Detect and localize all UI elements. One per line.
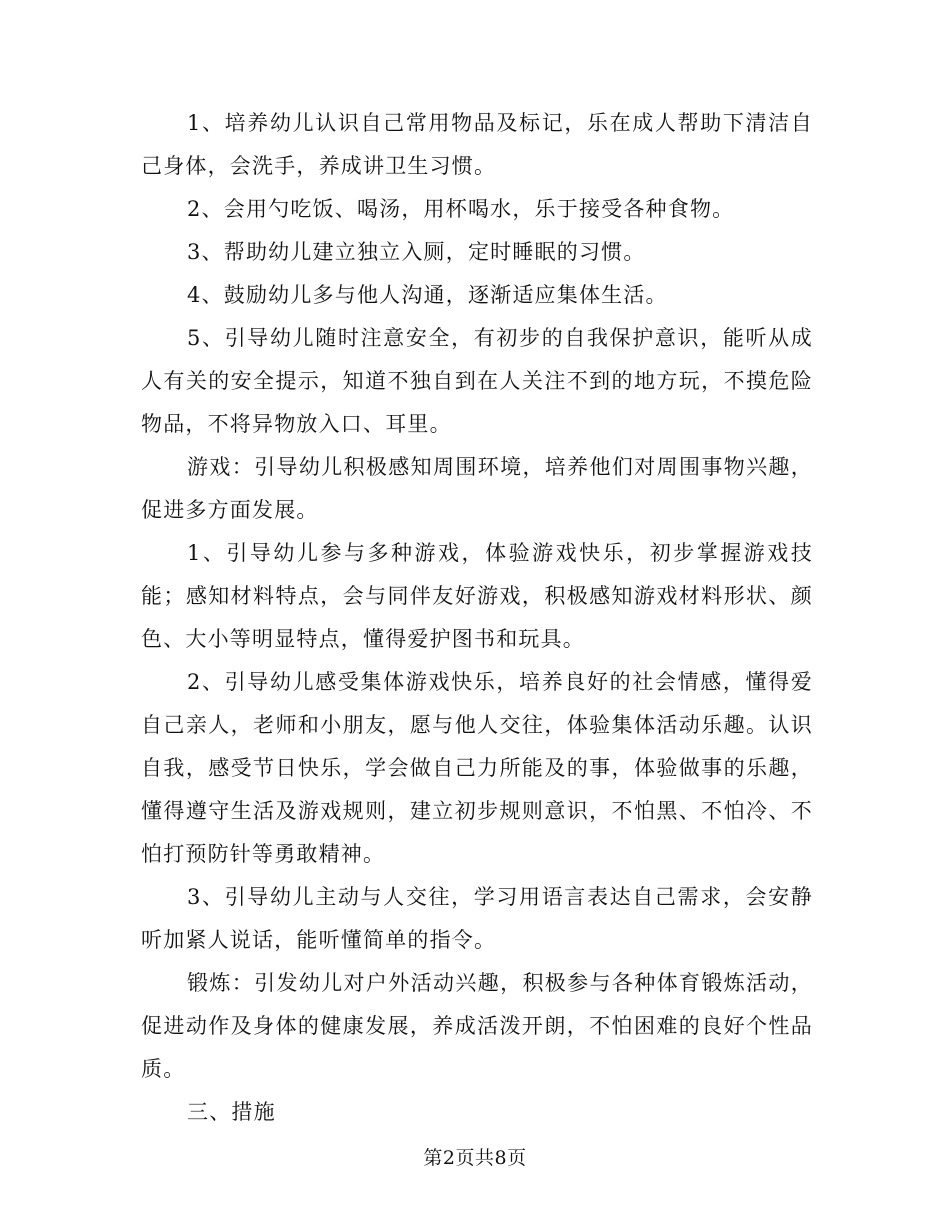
paragraph-games-item-1: 1、引导幼儿参与多种游戏，体验游戏快乐，初步掌握游戏技能；感知材料特点，会与同伴友好游戏，积极感知游戏材料形状、颜色、大小等明显特点，懂得爱护图书和玩具。 [141,541,813,651]
paragraph-games-item-3: 3、引导幼儿主动与人交往，学习用语言表达自己需求，会安静听加紧人说话，能听懂简单的指令。 [141,885,813,952]
document-body [141,102,813,1134]
paragraph-toilet-item-3: 3、帮助幼儿建立独立入厕，定时睡眠的习惯。 [187,240,646,264]
section-heading-measures: 三、措施 [187,1100,276,1124]
paragraph-games-intro: 游戏：引导幼儿积极感知周围环境，培养他们对周围事物兴趣，促进多方面发展。 [141,455,813,522]
page-number-footer: 第2页共8页 [423,1147,527,1169]
paragraph-hygiene-item-1: 1、培养幼儿认识自己常用物品及标记，乐在成人帮助下清洁自己身体，会洗手，养成讲卫生习惯。 [141,111,813,178]
paragraph-exercise: 锻炼：引发幼儿对户外活动兴趣，积极参与各种体育锻炼活动，促进动作及身体的健康发展，养成活泼开朗，不怕困难的良好个性品质。 [141,971,813,1081]
paragraph-communication-item-4: 4、鼓励幼儿多与他人沟通，逐渐适应集体生活。 [187,283,668,307]
paragraph-eating-item-2: 2、会用勺吃饭、喝汤，用杯喝水，乐于接受各种食物。 [187,197,735,221]
paragraph-games-item-2: 2、引导幼儿感受集体游戏快乐，培养良好的社会情感，懂得爱自己亲人，老师和小朋友，愿与他人交往，体验集体活动乐趣。认识自我，感受节日快乐，学会做自己力所能及的事，体验做事的乐趣，懂得遵守生活及游戏规则，建立初步规则意识，不怕黑、不怕冷、不怕打预防针等勇敢精神。 [141,670,813,866]
paragraph-safety-item-5: 5、引导幼儿随时注意安全，有初步的自我保护意识，能听从成人有关的安全提示，知道不独自到在人关注不到的地方玩，不摸危险物品，不将异物放入口、耳里。 [141,326,813,436]
